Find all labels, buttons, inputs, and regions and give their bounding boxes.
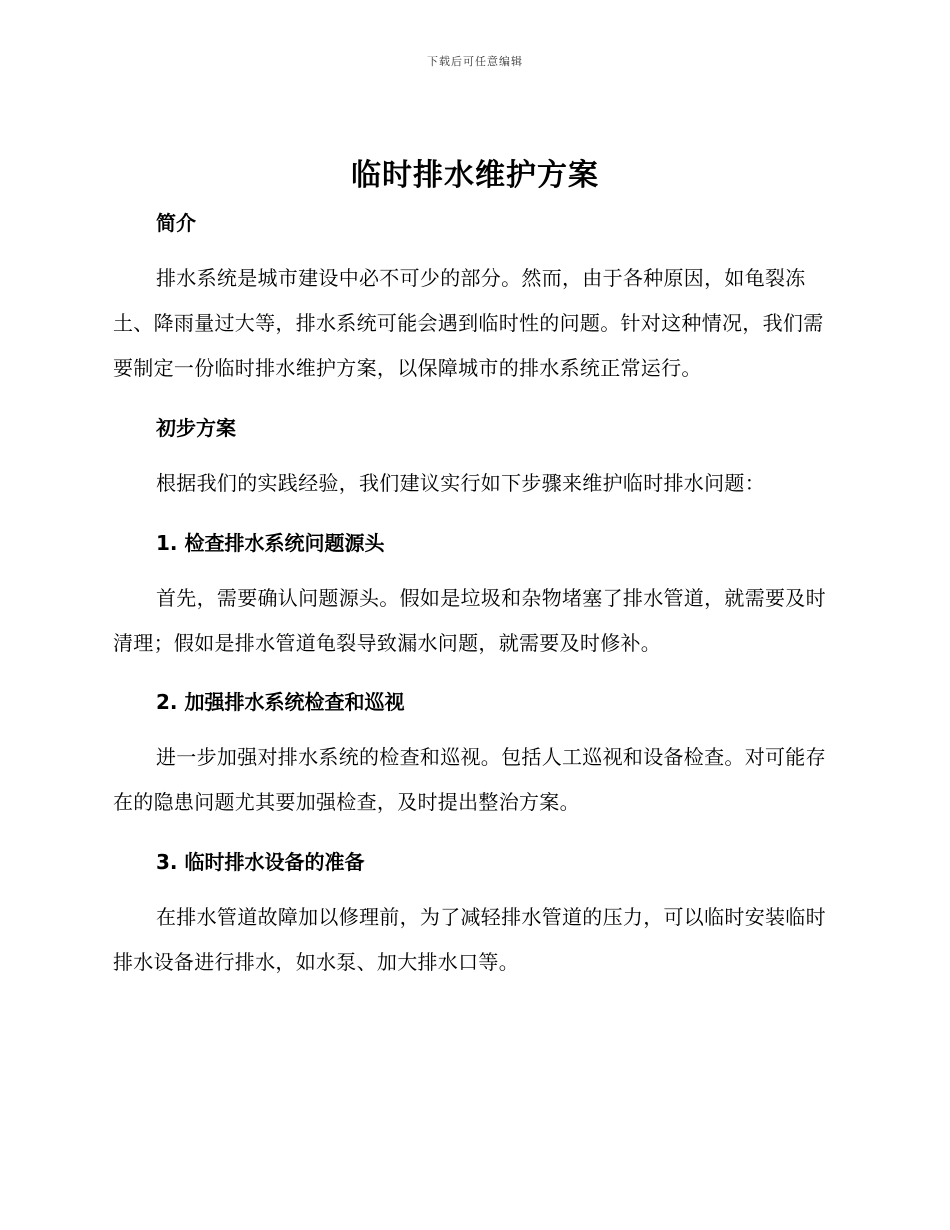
document-title: 临时排水维护方案	[351, 158, 599, 193]
section-paragraph-step-2: 进一步加强对排水系统的检查和巡视。包括人工巡视和设备检查。对可能存在的隐患问题尤其要加强检查，及时提出整治方案。	[113, 745, 826, 814]
section-paragraph-step-3: 在排水管道故障加以修理前，为了减轻排水管道的压力，可以临时安装临时排水设备进行排水，如水泵、加大排水口等。	[113, 905, 826, 974]
section-heading-intro: 简介	[156, 211, 196, 235]
page-header-note: 下载后可任意编辑	[427, 55, 523, 68]
section-heading-step-1: 1. 检查排水系统问题源头	[156, 531, 385, 555]
section-heading-step-3: 3. 临时排水设备的准备	[156, 850, 365, 874]
section-heading-step-2: 2. 加强排水系统检查和巡视	[156, 690, 405, 714]
section-heading-plan: 初步方案	[156, 416, 236, 440]
section-paragraph-intro: 排水系统是城市建设中必不可少的部分。然而，由于各种原因，如龟裂冻土、降雨量过大等，排水系统可能会遇到临时性的问题。针对这种情况，我们需要制定一份临时排水维护方案，以保障城市的排水系统正常运行。	[113, 266, 824, 380]
section-paragraph-plan: 根据我们的实践经验，我们建议实行如下步骤来维护临时排水问题：	[156, 471, 765, 495]
section-paragraph-step-1: 首先，需要确认问题源头。假如是垃圾和杂物堵塞了排水管道，就需要及时清理；假如是排水管道龟裂导致漏水问题，就需要及时修补。	[113, 586, 826, 655]
